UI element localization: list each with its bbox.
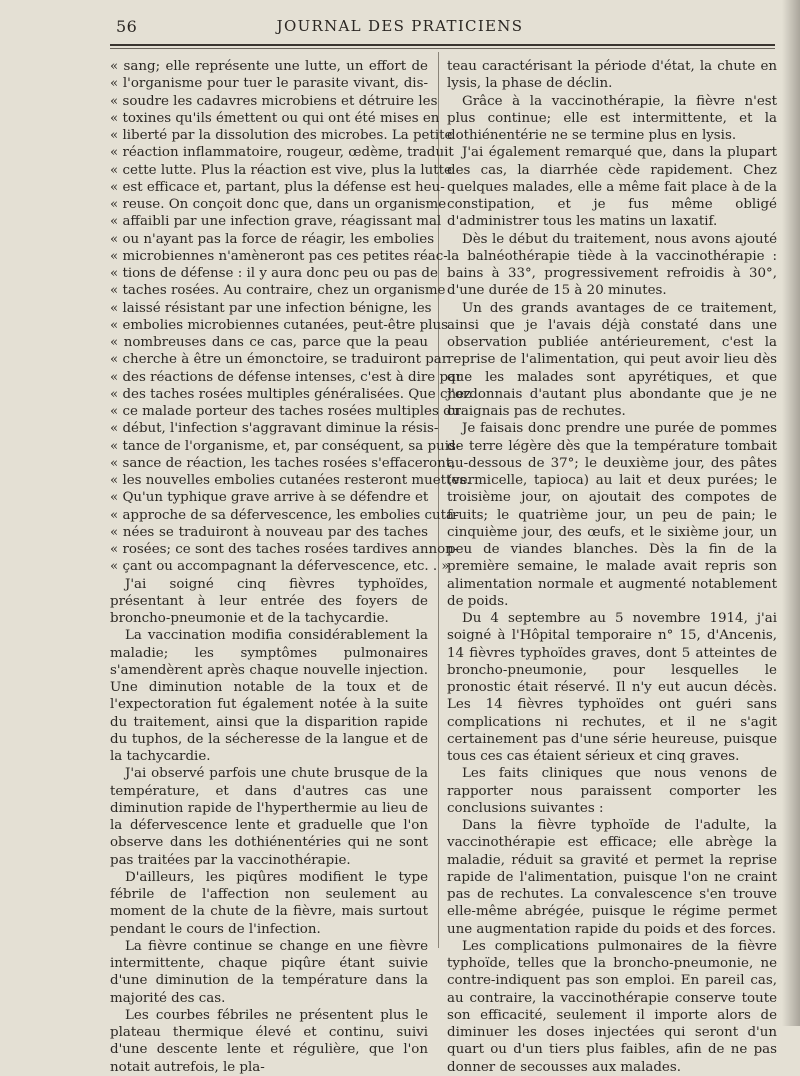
quote-line: « début, l'infection s'aggravant diminue la résis- — [110, 421, 439, 437]
quote-line: « nombreuses dans ce cas, parce que la peau — [110, 335, 428, 350]
paragraph: Les courbes fébriles ne présentent plus le plateau thermique élevé et continu, suivi d'une descente lente et régulière, que l'on notait autrefois, le pla- — [110, 1007, 428, 1075]
page-edge-shadow — [782, 0, 800, 1026]
header-rule-thin — [110, 48, 775, 49]
left-column — [110, 58, 472, 1076]
quote-line: « sang; elle représente une lutte, un effort de — [110, 59, 428, 74]
quote-line: « affaibli par une infection grave, réagissant mal — [110, 214, 442, 230]
running-title: JOURNAL DES PRATICIENS — [276, 17, 524, 35]
quote-line: « soudre les cadavres microbiens et détruire les — [110, 93, 438, 109]
paragraph: Je faisais donc prendre une purée de pommes de terre légère dès que la température tombait au-dessous de 37°; le deuxième jour, des pâtes (vermicelle, tapioca) au lait et deux purées; le troisième jour, on ajoutait des compotes de fruits; le quatrième jour, un peu de pain; le cinquième jour, des œufs, et le sixième jour, un peu de viandes blanches. Dès la fin de la première semaine, le malade avait repris son alimentation normale et augmenté notablement de poids. — [447, 421, 777, 609]
quote-line: « réaction inflammatoire, rougeur, œdème, traduit — [110, 145, 454, 161]
quote-line: « tions de défense : il y aura donc peu ou pas de — [110, 266, 438, 281]
quote-line: « Qu'un typhique grave arrive à se défendre et — [110, 490, 429, 506]
quote-line: « est efficace et, partant, plus la défense est heu- — [110, 179, 445, 195]
quote-line: « toxines qu'ils émettent ou qui ont été mises en — [110, 110, 440, 126]
quote-line: « les nouvelles embolies cutanées resteront muettes. — [110, 473, 471, 488]
paragraph: J'ai également remarqué que, dans la plupart des cas, la diarrhée cède rapidement. Chez quelques malades, elle a même fait place à de la constipation, et je fus même obligé d'administrer tous les matins un laxatif. — [447, 145, 777, 230]
right-column — [447, 58, 777, 1076]
quote-line: « reuse. On conçoit donc que, dans un organisme — [110, 197, 447, 212]
quote-line: « des réactions de défense intenses, c'est à dire par — [110, 369, 463, 385]
paragraph: J'ai observé parfois une chute brusque de la température, et dans d'autres cas une diminution rapide de l'hyperthermie au lieu de la défervescence lente et graduelle que l'on observe dans les dothiénentéries qui ne sont pas traitées par la vaccinothérapie. — [110, 766, 428, 868]
quote-line: « taches rosées. Au contraire, chez un organisme — [110, 283, 446, 299]
quote-line: « l'organisme pour tuer le parasite vivant, dis- — [110, 76, 428, 92]
page-number: 56 — [116, 17, 138, 36]
quote-line: « rosées; ce sont des taches rosées tardives annon- — [110, 542, 459, 557]
quote-line: « tance de l'organisme, et, par conséquent, sa puis- — [110, 438, 461, 454]
paragraph: D'ailleurs, les piqûres modifient le type fébrile de l'affection non seulement au moment de la chute de la fièvre, mais surtout pendant le cours de l'infection. — [110, 869, 428, 937]
paragraph: Dans la fièvre typhoïde de l'adulte, la vaccinothérapie est efficace; elle abrège la maladie, réduit sa gravité et permet la reprise rapide de l'alimentation, puisque l'on ne craint pas de rechutes. La convalescence s'en trouve elle-même abrégée, puisque le régime permet une augmentation rapide du poids et des forces. — [447, 818, 777, 937]
header-rule — [110, 44, 775, 46]
paragraph: Un des grands avantages de ce traitement, ainsi que je l'avais déjà constaté dans une observation publiée antérieurement, c'est la reprise de l'alimentation, qui peut avoir lieu dès que les malades sont apyrétiques, et que j'ordonnais d'autant plus abondante que je ne craignais pas de rechutes. — [447, 300, 777, 419]
quote-line: « embolies microbiennes cutanées, peut-être plus — [110, 317, 448, 333]
quote-line: « nées se traduiront à nouveau par des taches — [110, 524, 428, 540]
paragraph: Dès le début du traitement, nous avons ajouté la balnéothérapie tiède à la vaccinothérapie : bains à 33°, progressivement refroidis à 30°, d'une durée de 15 à 20 minutes. — [447, 231, 777, 299]
paragraph: Les faits cliniques que nous venons de rapporter nous paraissent comporter les conclusions suivantes : — [447, 766, 777, 816]
quote-line: « sance de réaction, les taches rosées s'effaceront, — [110, 455, 456, 471]
quote-line: « ou n'ayant pas la force de réagir, les embolies — [110, 231, 435, 247]
quote-line: « cette lutte. Plus la réaction est vive, plus la lutte — [110, 162, 452, 178]
quote-line: « liberté par la dissolution des microbes. La petite — [110, 128, 453, 143]
paragraph: La fièvre continue se change en une fièvre intermittente, chaque piqûre étant suivie d'une diminution de la température dans la majorité des cas. — [110, 938, 428, 1006]
quote-line: « approche de sa défervescence, les embolies cuta- — [110, 507, 459, 523]
quote-line: « ce malade porteur des taches rosées multiples du — [110, 404, 461, 419]
paragraph: La vaccination modifia considérablement la maladie; les symptômes pulmonaires s'amendèrent après chaque nouvelle injection. Une diminution notable de la toux et de l'expectoration fut également notée à la suite du traitement, ainsi que la disparition rapide du tuphos, de la sécheresse de la langue et de la tachycardie. — [110, 628, 428, 764]
quoted-passage — [110, 58, 472, 576]
paragraph-continuation: teau caractérisant la période d'état, la chute en lysis, la phase de déclin. — [447, 59, 777, 92]
paragraph: Les complications pulmonaires de la fièvre typhoïde, telles que la broncho-pneumonie, ne contre-indiquent pas son emploi. En pareil cas, au contraire, la vaccinothérapie conserve toute son efficacité, seulement il importe alors de diminuer les doses injectées qui seront d'un quart ou d'un tiers plus faibles, afin de ne pas donner de secousses aux malades. — [447, 938, 777, 1075]
quote-line: « microbiennes n'amèneront pas ces petites réac- — [110, 248, 448, 264]
quote-line: « laissé résistant par une infection bénigne, les — [110, 300, 432, 316]
quote-line: « çant ou accompagnant la défervescence, etc. . » — [110, 559, 450, 575]
quote-line: « des taches rosées multiples généralisées. Que chez — [110, 386, 472, 402]
paragraph: Grâce à la vaccinothérapie, la fièvre n'est plus continue; elle est intermittente, et la dothiénentérie ne se termine plus en lysis. — [447, 93, 777, 143]
paragraph: J'ai soigné cinq fièvres typhoïdes, présentant à leur entrée des foyers de broncho-pneumonie et de la tachycardie. — [110, 576, 428, 626]
paragraph: Du 4 septembre au 5 novembre 1914, j'ai soigné à l'Hôpital temporaire n° 15, d'Ancenis, 14 fièvres typhoïdes graves, dont 5 atteintes de broncho-pneumonie, pour lesquelles le pronostic était réservé. Il n'y eut aucun décès. Les 14 fièvres typhoïdes ont guéri sans complications ni rechutes, et il ne s'agit certainement pas d'une série heureuse, puisque tous ces cas étaient sérieux et cinq graves. — [447, 611, 777, 764]
quote-line: « cherche à être un émonctoire, se traduiront par — [110, 352, 449, 368]
